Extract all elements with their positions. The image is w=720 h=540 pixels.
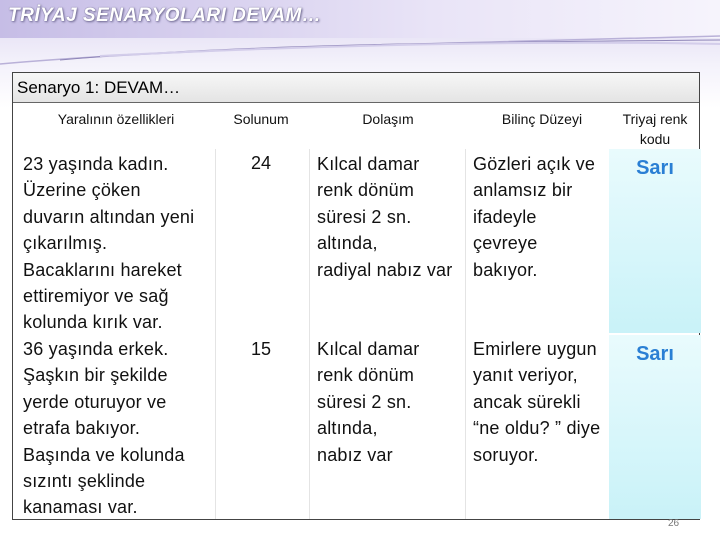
- row-1-consciousness-line: Gözleri açık ve: [473, 154, 596, 174]
- row-2-features-line: sızıntı şeklinde: [23, 471, 146, 492]
- header-respiration: Solunum: [233, 111, 289, 127]
- row-2-triage-code: Sarı: [636, 343, 674, 365]
- row-2-features-line: 36 yaşında erkek.: [23, 339, 169, 359]
- row-1-features: [23, 151, 219, 336]
- header-circulation: Dolaşım: [362, 111, 414, 127]
- row-2-circulation-line: altında,: [317, 418, 378, 439]
- row-2-consciousness-line: soruyor.: [473, 444, 539, 465]
- row-2-circulation-line: renk dönüm: [317, 365, 415, 386]
- row-2-respiration: 15: [250, 339, 272, 359]
- row-2-features-line: kanaması var.: [23, 497, 138, 518]
- table-caption: Senaryo 1: DEVAM…: [13, 73, 699, 103]
- row-1-consciousness-line: çevreye: [473, 233, 538, 254]
- row-2-consciousness-line: ancak sürekli: [473, 391, 581, 412]
- row-2-consciousness-line: Emirlere uygun: [473, 339, 597, 359]
- row-2-features-line: Şaşkın bir şekilde: [23, 365, 168, 386]
- row-1-respiration: 24: [250, 153, 272, 173]
- row-1-features-line: duvarın altından yeni: [23, 206, 195, 227]
- row-2-features-line: Başında ve kolunda: [23, 444, 185, 465]
- decorative-swoosh: [0, 30, 720, 70]
- row-1-consciousness-line: bakıyor.: [473, 259, 538, 280]
- header-triage-code: [609, 109, 701, 149]
- row-1-circulation-line: renk dönüm: [317, 180, 415, 201]
- header-consciousness: Bilinç Düzeyi: [501, 111, 583, 127]
- row-2-consciousness: [473, 336, 613, 468]
- row-2-circulation-line: Kılcal damar: [317, 339, 420, 359]
- header-features: Yaralının özellikleri: [57, 111, 175, 127]
- row-1-circulation: [317, 151, 473, 283]
- row-1-consciousness-line: anlamsız bir: [473, 180, 573, 201]
- row-1-triage-code: Sarı: [636, 157, 674, 179]
- row-2-circulation: [317, 336, 473, 468]
- row-2-circulation-line: nabız var: [317, 444, 393, 465]
- row-1-features-line: Üzerine çöken: [23, 180, 141, 201]
- row-1-features-line: çıkarılmış.: [23, 233, 108, 254]
- row-1-features-line: 23 yaşında kadın.: [23, 154, 169, 174]
- row-2-features-line: yerde oturuyor ve: [23, 391, 167, 412]
- slide-title: TRİYAJ SENARYOLARI DEVAM…: [8, 5, 322, 26]
- page-number: 26: [668, 518, 680, 529]
- row-1-circulation-line: süresi 2 sn.: [317, 206, 412, 227]
- row-1-features-line: kolunda kırık var.: [23, 312, 163, 333]
- row-2-consciousness-line: “ne oldu? ” diye: [473, 418, 601, 439]
- row-1-features-line: ettiremiyor ve sağ: [23, 286, 169, 307]
- triage-table: [12, 72, 700, 520]
- row-1-circulation-line: radiyal nabız var: [317, 259, 453, 280]
- row-1-features-line: Bacaklarını hareket: [23, 259, 182, 280]
- row-2-circulation-line: süresi 2 sn.: [317, 391, 412, 412]
- row-2-consciousness-line: yanıt veriyor,: [473, 365, 578, 386]
- row-1-consciousness-line: ifadeyle: [473, 206, 537, 227]
- row-1-circulation-line: altında,: [317, 233, 378, 254]
- header-triage-code-line-2: kodu: [639, 131, 671, 147]
- column-divider: [309, 149, 310, 519]
- row-2-features: [23, 336, 219, 521]
- row-1-consciousness: [473, 151, 613, 283]
- header-triage-code-line-1: Triyaj renk: [622, 111, 688, 127]
- row-1-circulation-line: Kılcal damar: [317, 154, 420, 174]
- row-2-features-line: etrafa bakıyor.: [23, 418, 141, 439]
